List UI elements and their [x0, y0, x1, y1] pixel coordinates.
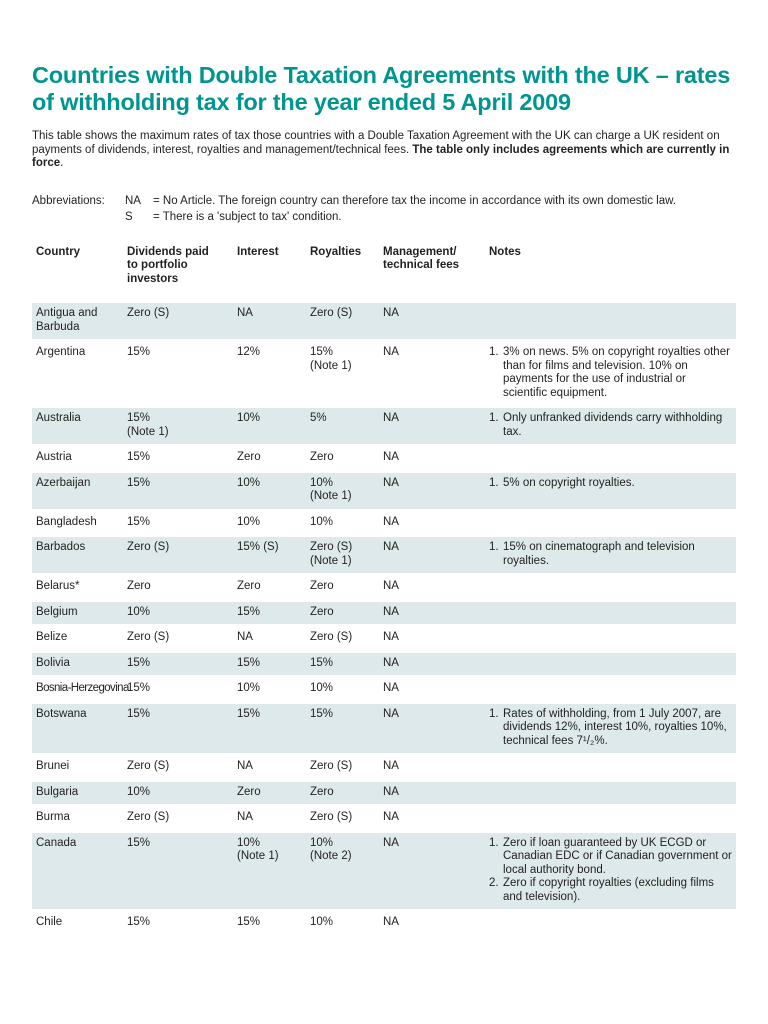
fees-cell: NA: [383, 346, 399, 358]
notes-cell: [485, 408, 736, 444]
fees-cell: NA: [383, 916, 399, 928]
dividends-cell: 15%: [123, 473, 233, 509]
table-row: [32, 653, 736, 676]
fees-cell: NA: [383, 760, 399, 772]
interest-cell: 10%: [237, 682, 261, 694]
royalties-cell: 10%: [310, 682, 334, 694]
note-item: 1. Rates of withholding, from 1 July 2007, are dividends 12%, interest 10%, royalties 10%, technical fees 7¹/₂%.: [489, 708, 732, 749]
interest-cell: NA: [237, 631, 253, 643]
table-row: [32, 704, 736, 754]
header-royalties: Royalties: [310, 245, 362, 258]
abbreviation-code: NA: [125, 194, 141, 207]
notes-cell: [485, 807, 736, 830]
note-item: 1. Only unfranked dividends carry withholding tax.: [489, 412, 732, 439]
interest-cell: NA: [237, 760, 253, 772]
notes-cell: [485, 833, 736, 910]
fees-cell: NA: [383, 682, 399, 694]
table-row: [32, 342, 736, 405]
table-row: [32, 627, 736, 650]
royalties-cell: Zero (S): [310, 631, 353, 643]
interest-cell: 15%: [233, 653, 306, 676]
dividends-cell: 15%: [127, 916, 151, 928]
notes-cell: [485, 653, 736, 676]
dividends-cell: 15%: [123, 833, 233, 910]
fees-cell: NA: [379, 833, 485, 910]
notes-cell: [485, 447, 736, 470]
notes-cell: [485, 576, 736, 599]
interest-cell: 10%: [237, 515, 261, 528]
table-row: [32, 447, 736, 470]
fees-cell: NA: [383, 580, 399, 592]
interest-cell: NA: [233, 303, 306, 339]
fees-cell: NA: [379, 303, 485, 339]
note-item: 2. Zero if copyright royalties (excluding films and television).: [489, 877, 732, 904]
intro-bold-text: The table only includes agreements which are currently in force: [32, 143, 730, 169]
dividends-cell: 15% (Note 1): [123, 408, 233, 444]
table-row: [32, 807, 736, 830]
notes-cell: [485, 473, 736, 509]
table-row: [32, 678, 736, 701]
country-cell: Belize: [36, 631, 68, 643]
royalties-cell: 10% (Note 2): [306, 833, 379, 910]
note-item: 1. 15% on cinematograph and television royalties.: [489, 541, 732, 568]
notes-cell: [485, 602, 736, 625]
country-cell: Bangladesh: [36, 515, 97, 528]
dividends-cell: 15%: [127, 515, 151, 528]
country-cell: Brunei: [36, 760, 70, 772]
header-notes: Notes: [489, 245, 521, 258]
country-cell: Austria: [36, 451, 72, 463]
notes-cell: [485, 704, 736, 754]
country-cell: Botswana: [32, 704, 123, 754]
dividends-cell: 10%: [123, 602, 233, 625]
dividends-cell: Zero (S): [123, 537, 233, 573]
royalties-cell: Zero: [306, 602, 379, 625]
dividends-cell: Zero (S): [127, 760, 170, 772]
interest-cell: 10%: [233, 408, 306, 444]
note-item: 1. 3% on news. 5% on copyright royalties other than for films and television. 10% on payments for the use of industrial or scientific equipment.: [489, 346, 732, 400]
dividends-cell: 15%: [127, 346, 151, 358]
interest-cell: 15%: [233, 704, 306, 754]
abbreviations-label: Abbreviations:: [32, 194, 105, 207]
table-row: [32, 833, 736, 910]
notes-cell: [485, 512, 736, 535]
note-text: Only unfranked dividends carry withholding tax.: [503, 412, 723, 438]
royalties-cell: 10%: [310, 916, 334, 928]
interest-cell: 10%: [233, 473, 306, 509]
royalties-cell: Zero: [310, 451, 334, 463]
table-row: [32, 303, 736, 339]
notes-cell: [485, 342, 736, 405]
fees-cell: NA: [379, 537, 485, 573]
abbreviation-code: S: [125, 210, 133, 223]
note-text: 15% on cinematograph and television royalties.: [503, 541, 695, 567]
fees-cell: NA: [383, 515, 399, 528]
royalties-cell: 5%: [306, 408, 379, 444]
royalties-cell: Zero (S): [310, 811, 353, 823]
interest-cell: 15% (S): [233, 537, 306, 573]
country-cell: Antigua and Barbuda: [32, 303, 123, 339]
interest-cell: 10% (Note 1): [233, 833, 306, 910]
royalties-cell: 10%: [310, 515, 334, 528]
abbreviation-definition: = There is a 'subject to tax' condition.: [153, 210, 342, 223]
fees-cell: NA: [383, 811, 399, 823]
table-row: [32, 473, 736, 509]
table-row: [32, 537, 736, 573]
dividends-cell: 15%: [127, 682, 151, 694]
fees-cell: NA: [379, 782, 485, 805]
withholding-tax-table: [32, 237, 736, 938]
country-cell: Azerbaijan: [32, 473, 123, 509]
notes-cell: [485, 912, 736, 935]
table-row: [32, 576, 736, 599]
note-item: 1. Zero if loan guaranteed by UK ECGD or Canadian EDC or if Canadian government or local authority bond.: [489, 836, 732, 876]
royalties-cell: 15%: [306, 653, 379, 676]
interest-cell: Zero: [237, 580, 261, 592]
country-cell: Burma: [36, 811, 70, 823]
country-cell: Belgium: [32, 602, 123, 625]
notes-cell: [485, 756, 736, 779]
royalties-cell: Zero (S) (Note 1): [306, 537, 379, 573]
interest-cell: Zero: [233, 782, 306, 805]
abbreviation-definition: = No Article. The foreign country can therefore tax the income in accordance with its own domestic law.: [153, 194, 676, 207]
fees-cell: NA: [383, 451, 399, 463]
royalties-cell: Zero: [310, 580, 334, 592]
country-cell: Australia: [32, 408, 123, 444]
country-cell: Argentina: [36, 346, 86, 358]
interest-cell: Zero: [237, 451, 261, 463]
interest-cell: 15%: [233, 602, 306, 625]
dividends-cell: Zero: [127, 580, 151, 592]
abbreviations: [32, 193, 736, 227]
table-body: [32, 303, 736, 935]
header-fees: Management/ technical fees: [383, 245, 460, 271]
intro-end: .: [60, 157, 64, 169]
interest-cell: 15%: [237, 916, 261, 928]
notes-cell: [485, 627, 736, 650]
royalties-cell: 15% (Note 1): [310, 346, 352, 372]
dividends-cell: 15%: [123, 704, 233, 754]
dividends-cell: Zero (S): [127, 631, 170, 643]
country-cell: Chile: [36, 916, 63, 928]
country-cell: Bulgaria: [32, 782, 123, 805]
royalties-cell: 10% (Note 1): [306, 473, 379, 509]
table-header-row: [32, 240, 736, 301]
dividends-cell: Zero (S): [127, 811, 170, 823]
country-cell: Barbados: [32, 537, 123, 573]
table-row: [32, 602, 736, 625]
dividends-cell: 15%: [123, 653, 233, 676]
page-title: Countries with Double Taxation Agreements with the UK – rates of withholding tax for the year ended 5 April 2009: [32, 62, 731, 115]
header-dividends: Dividends paid to portfolio investors: [127, 245, 209, 285]
notes-cell: [485, 303, 736, 339]
fees-cell: NA: [379, 602, 485, 625]
dividends-cell: Zero (S): [123, 303, 233, 339]
country-cell: Bolivia: [32, 653, 123, 676]
country-cell: Belarus*: [36, 580, 80, 592]
royalties-cell: Zero (S): [306, 303, 379, 339]
header-interest: Interest: [237, 245, 279, 258]
intro-paragraph: [32, 130, 736, 171]
fees-cell: NA: [379, 408, 485, 444]
notes-cell: [485, 537, 736, 573]
table-row: [32, 912, 736, 935]
note-text: Zero if loan guaranteed by UK ECGD or Canadian EDC or if Canadian government or local authority bond.: [503, 836, 732, 876]
intro-text: This table shows the maximum rates of tax those countries with a Double Taxation Agreement with the UK can charge a UK resident on payments of dividends, interest, royalties and management/technical fees.: [32, 130, 720, 156]
note-text: 5% on copyright royalties.: [503, 476, 635, 489]
interest-cell: NA: [237, 811, 253, 823]
dividends-cell: 15%: [127, 451, 151, 463]
table-row: [32, 408, 736, 444]
document-page: [32, 62, 736, 938]
royalties-cell: Zero (S): [310, 760, 353, 772]
note-text: Rates of withholding, from 1 July 2007, are dividends 12%, interest 10%, royalties 10%, technical fees 7¹/₂%.: [503, 707, 727, 747]
country-cell: Bosnia-Herzegovina: [36, 682, 129, 694]
fees-cell: NA: [379, 704, 485, 754]
country-cell: Canada: [32, 833, 123, 910]
table-row: [32, 782, 736, 805]
table-row: [32, 756, 736, 779]
royalties-cell: 15%: [306, 704, 379, 754]
notes-cell: [485, 678, 736, 701]
note-text: 3% on news. 5% on copyright royalties other than for films and television. 10% on payments for the use of industrial or scientific equipment.: [503, 346, 730, 399]
dividends-cell: 10%: [123, 782, 233, 805]
note-item: 1. 5% on copyright royalties.: [489, 476, 635, 489]
note-text: Zero if copyright royalties (excluding films and television).: [503, 877, 714, 903]
royalties-cell: Zero: [306, 782, 379, 805]
header-country: Country: [36, 245, 81, 258]
table-row: [32, 512, 736, 535]
fees-cell: NA: [383, 631, 399, 643]
fees-cell: NA: [379, 473, 485, 509]
notes-cell: [485, 782, 736, 805]
interest-cell: 12%: [237, 346, 261, 358]
fees-cell: NA: [379, 653, 485, 676]
